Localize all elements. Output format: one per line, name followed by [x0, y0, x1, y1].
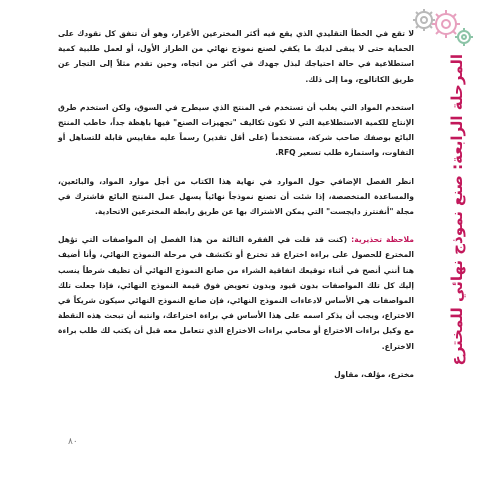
paragraph-3: انظر الفصل الإضافي حول الموارد في نهاية هذا الكتاب من أجل موارد المواد، والبائعين، والمساعدة المتخصصة، إذا شئت أن تصنع نموذجاً نهائياً يسهل عمل المنتج البائع فاشترك في مجلة "أنفنترز دايجست" التي يمكن الاشتراك بها عن طريق رابطة المخترعين الاتحادية.: [58, 176, 414, 217]
chapter-title: [440, 54, 474, 366]
gray-gear-icon: [413, 9, 435, 31]
pink-gear-icon: [432, 10, 460, 38]
warning-note: [58, 232, 414, 354]
author-signature: مخترع، مؤلف، مقاول: [334, 369, 414, 379]
gears-decoration-icon: [406, 4, 476, 48]
paragraph-1: لا تقع في الخطأ التقليدي الذي يقع فيه أكثر المخترعين الأغرار، وهو أن تنفق كل نقودك على الحماية حتى لا يبقى لديك ما يكفي لصنع نموذج نهائي من الطراز الأول، أو لعمل طلبية كمية استطلاعية في حالة احتياجك لبذل جهدك في أكثر من اتجاه، وحين تقدم مثلاً إلى التجار عن طريق الكاتالوج، وما إلى ذلك.: [58, 29, 414, 84]
green-gear-icon: [455, 28, 473, 46]
page-number: ٨٠: [68, 437, 78, 447]
main-text: [58, 26, 414, 395]
chapter-title-text: المرحلة الرابعة: صنع نموذج نهائي للمخترع: [448, 54, 466, 366]
paragraph-2: استخدم المواد التي يغلب أن تستخدم في المنتج الذي سيطرح في السوق، ولكن استخدم طرق الإنتاج للكمية الاستطلاعية التي لا تكون تكاليف "تجهيزات الصنع" فيها باهظة جداً، خاطب المنتج البائع بوصفك صاحب شركة، مستخدماً (على أقل تقدير) رسماً عليه مقاييس قابلة للتساهل أو التفاوت، واستمارة طلب تسعير RFQ.: [58, 102, 414, 158]
warning-note-text: (كنت قد قلت في الفقرة الثالثة من هذا الفصل إن المواصفات التي تؤهل المخترع للحصول على براءة اختراع قد تخترع أو تكتشف في مرحلة النموذج النهائي، وأنا أضيف هنا أنني أنصح في أثناء توقيعك اتفاقية الشراء من صانع النموذج النهائي أن تظيف شرطاً ينسب إليك كل تلك المواصفات بدون قيود وبدون تعويض فوق قيمة النموذج النهائي، فإذا جعلت تلك المواصفات هي الأساس لادعاءات النموذج النهائي، فإن صانع النموذج النهائي سيكون شريكاً في الاختراع، ويجب أن يذكر اسمه على هذا الأساس في براءة اختراعك، وانتبه أن تبحث هذه النقطة مع وكيل براءات الاختراع أو محامي براءات الاختراع الذي تتعامل معه قبل أن يكتب لك طلب براءة الاختراع.: [58, 235, 414, 351]
warning-note-label: ملاحظة تحذيرية:: [351, 235, 414, 245]
